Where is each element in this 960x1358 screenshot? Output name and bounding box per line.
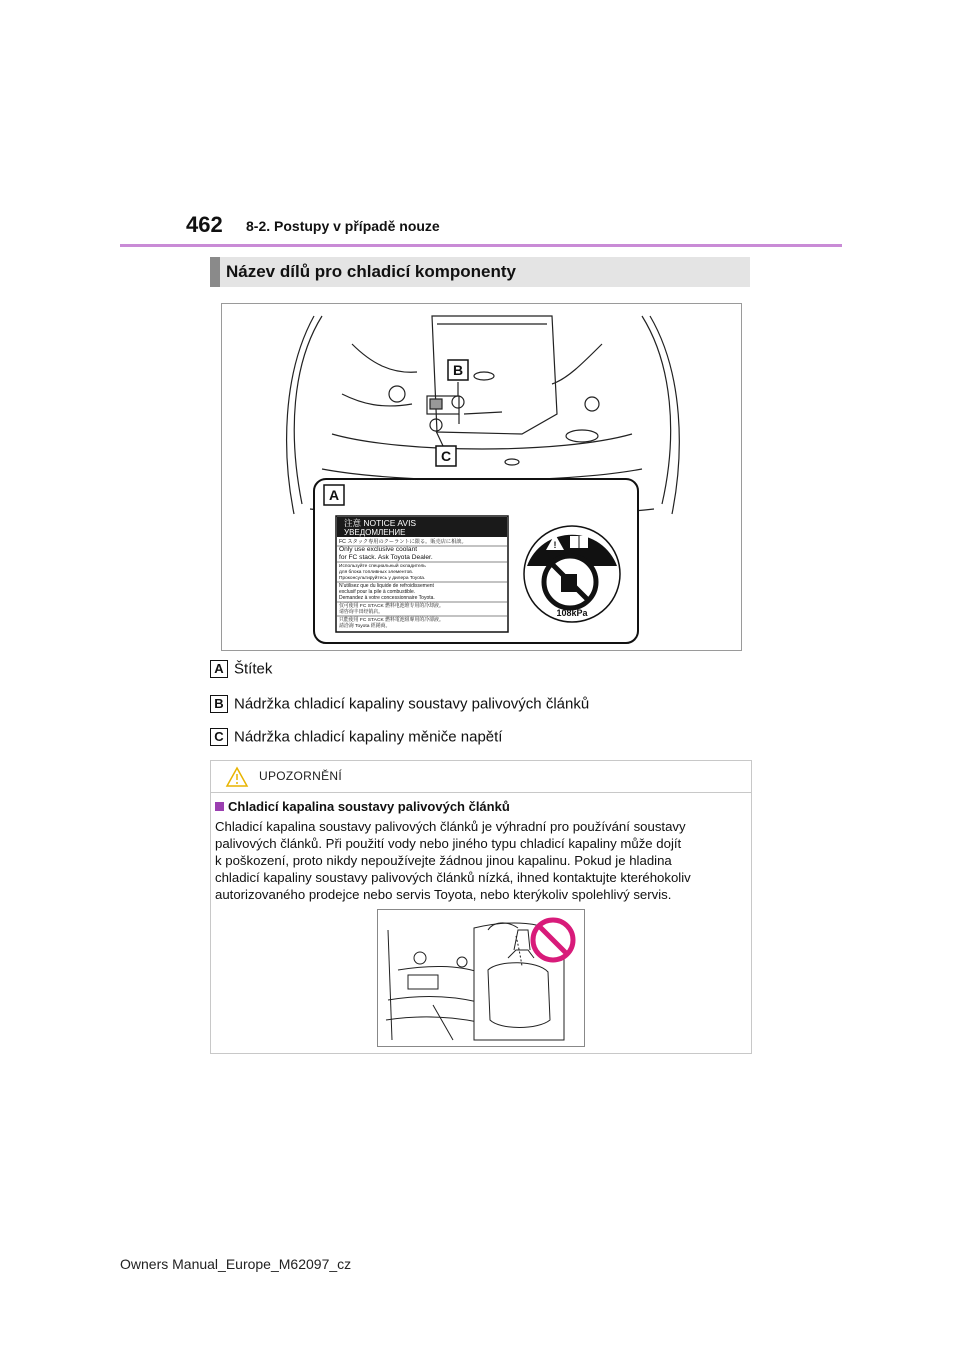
callout-b-text: B [452, 362, 464, 378]
legend-item-a [210, 660, 272, 680]
sticker-line: Проконсультируйтесь у дилера Toyota. [339, 576, 426, 581]
legend-key: B [210, 695, 228, 713]
pressure-value: 108kPa [556, 608, 588, 618]
footer-doc-id: Owners Manual_Europe_M62097_cz [120, 1256, 352, 1272]
warning-line: Chladicí kapalina soustavy palivových článků je výhradní pro používání soustavy [215, 819, 686, 834]
sticker-line: 請洽詢 Toyota 經銷商。 [339, 624, 391, 629]
warning-line: palivových článků. Při použití vody nebo jiného typu chladicí kapaliny může dojít [215, 836, 682, 851]
legend-text: Štítek [234, 660, 273, 678]
warning-subtitle-text: Chladicí kapalina soustavy palivových článků [228, 799, 510, 814]
title-accent [210, 257, 220, 287]
section-title: Název dílů pro chladicí komponenty [226, 262, 516, 281]
warning-label: UPOZORNĚNÍ [259, 769, 343, 783]
sticker-line: Используйте специальный охладитель [339, 564, 426, 569]
coolant-refill-illustration [378, 910, 584, 1046]
warning-box [210, 760, 752, 1054]
legend-key: C [210, 728, 228, 746]
sticker-line: exclusif pour la pile à combustible. [339, 589, 416, 595]
engine-bay-figure [221, 303, 742, 651]
sticker-header-line1: 注意 NOTICE AVIS [344, 518, 417, 528]
section-title-bar [210, 257, 750, 287]
warning-subtitle [215, 799, 510, 814]
sticker-line: 仅可使用 FC STACK 燃料电池堆专用的冷却液。 [339, 604, 444, 609]
sticker-header-line2: УВЕДОМЛЕНИЕ [344, 528, 406, 537]
sticker-line: N'utilisez que du liquide de refroidissement [339, 583, 434, 589]
coolant-refill-figure [377, 909, 585, 1047]
sticker-line: 只能使用 FC STACK 燃料電池組專用的冷卻液。 [339, 618, 444, 623]
sticker-line: FC スタック専用のクーラントに限る。販売店に相談。 [339, 539, 467, 545]
legend-key: A [210, 660, 228, 678]
sticker-line: for FC stack. Ask Toyota Dealer. [339, 554, 433, 561]
sticker-line: 请咨询丰田经销店。 [339, 610, 384, 615]
warning-line: k poškození, proto nikdy nepoužívejte žádnou jinou kapalinu. Pokud je hladina [215, 853, 672, 868]
callout-c-text: C [440, 448, 452, 464]
legend-text: Nádržka chladicí kapaliny měniče napětí [234, 728, 503, 746]
svg-text:!: ! [553, 540, 557, 550]
section-header: 8-2. Postupy v případě nouze [246, 218, 440, 234]
warning-line: chladicí kapaliny soustavy palivových článků nízká, ihned kontaktujte kteréhokoliv [215, 870, 691, 885]
warning-line: autorizovaného prodejce nebo servis Toyota, nebo kterýkoliv spolehlivý servis. [215, 887, 672, 902]
callout-a-text: A [328, 487, 340, 503]
bullet-square-icon [215, 802, 224, 811]
warning-header [211, 761, 751, 793]
warning-body [215, 818, 745, 903]
header-rule [120, 244, 842, 247]
legend-text: Nádržka chladicí kapaliny soustavy palivových článků [234, 695, 590, 713]
legend-item-b [210, 695, 589, 715]
engine-bay-illustration [222, 304, 741, 650]
sticker-line: Demandez à votre concessionnaire Toyota. [339, 595, 435, 601]
sticker-line: Only use exclusive coolant [339, 546, 418, 553]
warning-triangle-icon [225, 766, 249, 788]
sticker-line: для блока топливных элементов. [339, 570, 414, 575]
legend-item-c [210, 728, 502, 748]
page-number: 462 [186, 212, 223, 237]
